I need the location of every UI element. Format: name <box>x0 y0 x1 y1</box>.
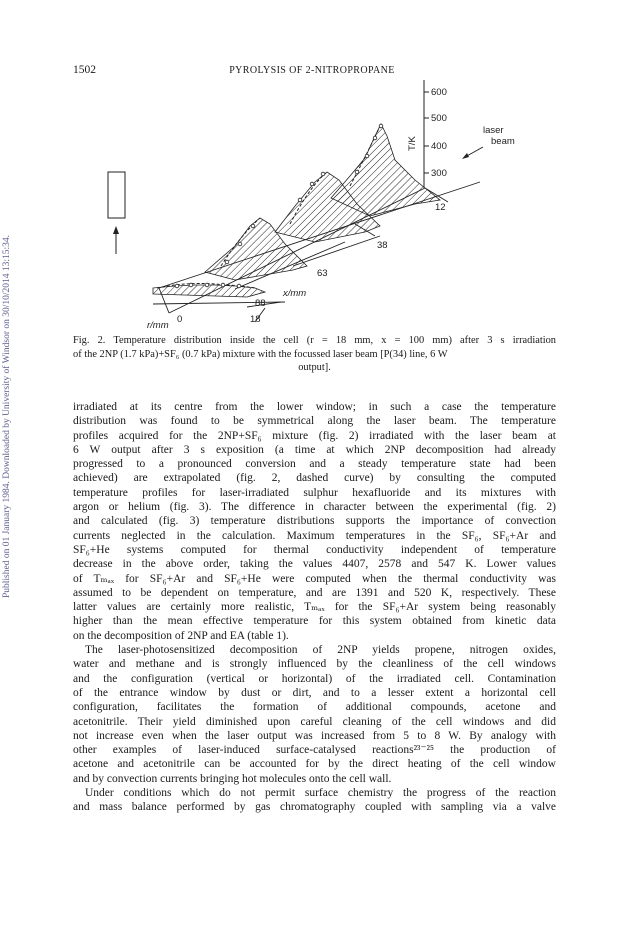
text-line: The laser-photosensitized decomposition of 2NP yields propene, nitrogen oxides, <box>85 644 556 657</box>
text-line: water and methane and is strongly influenced by the cleanliness of the cell windows <box>73 658 556 671</box>
text-line: other examples of laser-induced surface-catalysed reactions²³⁻²⁵ the production of <box>73 744 556 757</box>
body-text <box>73 400 556 815</box>
caption-line: output]. <box>298 362 331 374</box>
text-line: and the configuration (vertical or horizontal) of the irradiated cell. Contamination <box>73 672 556 685</box>
text-line: acetone and acetonitrile can be accounted for by the direct heating of the cell window <box>73 758 556 771</box>
x-position-12: 12 <box>435 202 446 213</box>
t-tick-600: 600 <box>431 87 447 98</box>
text-line: achieved) are extrapolated (fig. 2, dashed curve) by consulting the computed <box>73 472 556 485</box>
text-line: SF₆+He systems computed for thermal conductivity independent of temperature <box>73 543 556 556</box>
beam-label: beam <box>491 136 515 147</box>
text-line: 6 W output after 3 s exposition (a time at which 2NP decomposition had already <box>73 443 556 456</box>
t-axis-label: T/K <box>407 136 418 151</box>
download-watermark: Published on 01 January 1984. Downloaded by University of Windsor on 30/10/2014 13:15:34. <box>2 234 12 598</box>
t-tick-400: 400 <box>431 141 447 152</box>
running-title: PYROLYSIS OF 2-NITROPROPANE <box>229 65 395 76</box>
text-line: progressed to a pronounced conversion and a steady temperature state had been <box>73 458 556 471</box>
paragraph <box>73 643 556 786</box>
text-line: of the entrance window by dust or dirt, and to a lesser extent a horizontal cell <box>73 686 556 699</box>
r-axis-label: r/mm <box>147 320 169 331</box>
laser-label: laser <box>483 125 504 136</box>
text-line: latter values are certainly more realistic, Tₘₐₓ for the SF₆+Ar system being reasonably <box>73 601 556 614</box>
text-line: acetonitrile. Their yield diminished upon careful cleaning of the cell windows and did <box>73 715 556 728</box>
figure-caption <box>73 334 556 375</box>
text-line: of Tₘₐₓ for SF₆+Ar and SF₆+He were computed when the thermal conductivity was <box>73 572 556 585</box>
text-line: and by convection currents bringing hot molecules onto the cell wall. <box>73 772 392 785</box>
text-line: on the decomposition of 2NP and EA (table 1). <box>73 629 289 642</box>
t-tick-300: 300 <box>431 168 447 179</box>
text-line: currents neglected in the calculation. Maximum temperatures in the SF₆, SF₆+Ar and <box>73 529 556 542</box>
r-tick-18: 18 <box>250 314 261 325</box>
text-line: higher than the mean effective temperature for this system obtained from kinetic data <box>73 615 556 628</box>
text-line: profiles acquired for the 2NP+SF₆ mixture (fig. 2) irradiated with the laser beam at <box>73 429 556 442</box>
x-position-88: 88 <box>255 298 266 309</box>
paragraph <box>73 786 556 815</box>
text-line: Under conditions which do not permit surface chemistry the progress of the reaction <box>85 787 556 800</box>
r-tick-0: 0 <box>177 314 183 325</box>
caption-line: of the 2NP (1.7 kPa)+SF₆ (0.7 kPa) mixture with the focussed laser beam [P(34) line, 6 W <box>73 348 448 360</box>
paragraph <box>73 400 556 643</box>
text-line: assumed to be dependent on temperature, and are 1391 and 520 K, respectively. These <box>73 586 556 599</box>
text-line: and mass balance performed by gas chromatography coupled with sampling via a valve <box>73 801 556 814</box>
text-line: temperature profiles for laser-irradiated sulphur hexafluoride and its mixtures with <box>73 486 556 499</box>
text-line: irradiated at its centre from the lower window; in such a case the temperature <box>73 401 556 413</box>
text-line: distribution was found to be symmetrical along the laser beam. The temperature <box>73 415 556 428</box>
text-line: decrease in the above order, taking the values 4407, 2578 and 547 K. Lower values <box>73 558 556 571</box>
text-line: not increase even when the laser output was increased from 5 to 8 W. By analogy with <box>73 729 556 742</box>
text-line: and calculated (fig. 3) temperature distributions supports the importance of convection <box>73 515 556 528</box>
x-axis-label: x/mm <box>283 288 307 299</box>
figure-2-temperature-plot <box>95 76 565 334</box>
t-tick-500: 500 <box>431 113 447 124</box>
text-line: argon or helium (fig. 3). The difference in character between the experimental (fig. 2) <box>73 501 556 514</box>
page-number: 1502 <box>73 64 96 76</box>
text-line: configuration, facilitates the formation of additional compounds, acetone and <box>73 701 556 714</box>
x-position-63: 63 <box>317 268 328 279</box>
caption-line: Fig. 2. Temperature distribution inside the cell (r = 18 mm, x = 100 mm) after 3 s irradiation <box>73 335 556 346</box>
x-position-38: 38 <box>377 240 388 251</box>
cell-diagram-icon <box>108 172 125 218</box>
